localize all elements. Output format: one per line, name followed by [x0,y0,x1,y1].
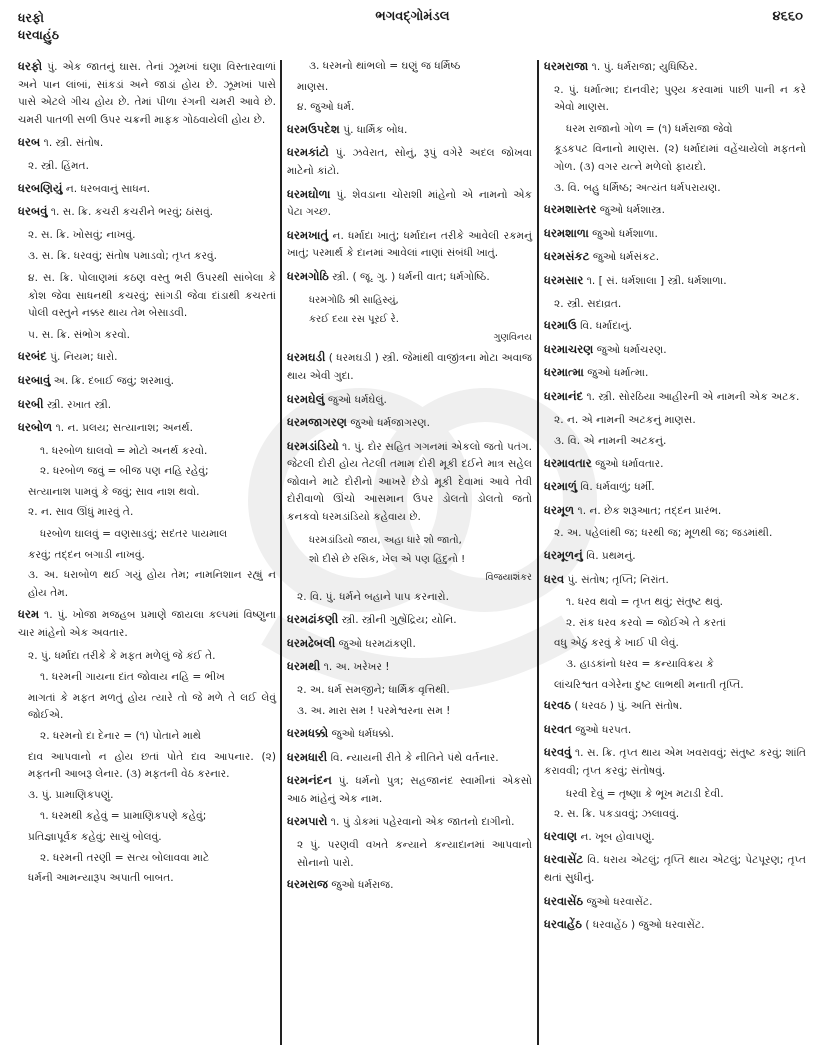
dictionary-entry [544,455,806,474]
dictionary-entry [544,571,806,590]
idiom-phrase: ૨. ધરમનો દા દેનાર = (૧) પોતાને માથે [40,730,201,742]
idiom-phrase: ૧. ધરમની ગાયના દાંત જોવાય નહિ = ભીખ [40,671,225,684]
column-divider [280,60,282,1045]
idiom-continuation: પ્રતિજ્ઞાપૂર્વક કહેવું; સાચું બોલવું. [28,830,162,843]
dictionary-entry [544,697,806,716]
dictionary-entry [18,606,276,642]
headword: ધરમસંકટ [544,249,590,264]
headword: ધરબી [18,396,44,411]
quotation-line: કરઈ દયા રસ પૂરઈ રે. [309,314,399,326]
definition: જુઓ ધર્માચરણ. [593,343,667,356]
dictionary-entry [18,180,276,199]
column-3 [544,58,806,940]
column-1 [18,58,276,891]
definition: સ્ત્રી. સ્ત્રીની ગુહ્યેંદ્રિય; યોનિ. [338,614,457,627]
dictionary-entry [544,388,806,407]
dictionary-entry [287,438,532,527]
definition: ૧. સ. ક્રિ. તૃપ્ત થાય એમ ખવરાવવું; સંતુષ્ટ કરવું; શાંતિ કરાવવી; તૃપ્ત કરવું; સંતોષવું. [544,747,806,777]
headword: ધરવઠ [544,698,571,713]
dictionary-entry [287,268,532,287]
definition: ન. ધરબવાનું સાધન. [62,182,151,195]
headword: ધરમૂળ [544,502,575,517]
idiom-continuation: માણસ. [297,80,329,93]
headword: ધરબ [18,135,41,150]
idiom-phrase: ૩. ધરમનો થાંભલો = ઘણું જ ધર્મિષ્ઠ [309,60,461,72]
headword: ધરમઉપદેશ [287,121,340,136]
idiom-continuation: દાવ આપવાનો ન હોય છતાં પોતે દાવ આપનાર. (૨) મફતની આબરૂ લેનાર. (૩) મફતની વેઠ કરનાર. [28,750,276,781]
definition: ૧. સ્ત્રી. સોરઠિયા આહીરની એ નામની એક અટક. [583,390,800,403]
definition: જુઓ ધર્મસંકટ. [589,251,660,264]
headword: ધરમઢાંકણી [287,612,339,627]
sense-definition: ૨. સ. ક્રિ. પકડાવવું; ઝલાવવું. [554,808,680,821]
definition: ( ધરવાહેંઠ ) જુઓ ધરવાસેંટ. [582,919,705,932]
definition: જુઓ ધર્મશાસ્ત્ર. [596,204,665,217]
definition: ૧. પું. ધર્મરાજા; યુધિષ્ઠિર. [588,61,698,73]
sense-definition: ૩. અ. મારા સમ ! પરમેશ્વરના સમ ! [297,705,451,718]
running-title: ભગવદ્ગોમંડલ [375,9,450,24]
definition: પું. નિયમ; ધારો. [46,351,118,364]
headword: ધરમઘોળા [287,186,331,201]
dictionary-entry [287,121,532,140]
definition: ( ધરમઘડી ) સ્ત્રી. જેમાંથી વાજીંત્રના મોટા અવાજ થાય એવી ગુદા. [287,352,532,382]
sense-definition: ૨ પું. પરણવી વખતે કન્યાને કન્યાદાનમાં આપવાનો સોનાનો પારો. [297,838,532,869]
definition: પું. ધર્મનો પુત્ર; સહજાનંદ સ્વામીનાં એકસો આઠ માંહેનું એક નામ. [287,775,532,805]
definition: પું. શેવડાના ચોરાશી માંહેનો એ નામનો એક પેટા ગચ્છ. [287,188,532,219]
headword: ધરવાસેંટ [544,852,584,867]
definition: જુઓ ધર્મરાજ. [327,879,394,892]
dictionary-entry [18,203,276,222]
definition: ૧. ન. પ્રલય; સત્યાનાશ; અનર્થ. [52,422,194,435]
guide-word-last: ધરવાહુંઠ [18,27,59,42]
headword: ધરબોળ [18,420,53,435]
sense-definition: ૪. સ. ક્રિ. પોલાણમાં કઠણ વસ્તુ ભરી ઉપરથી સાંબેલા કે કોશ જેવા સાધનથી કચરવું; સાંગડી જેવા દાંડાથી કચરતાં પોલી વસ્તુને નક્કર થાય તેમ બેસાડવી. [28,271,276,320]
headword: ધરમકાંટો [287,145,329,160]
headword: ધરમાત્મા [544,365,584,380]
definition: વિ. ધરાય એટલું; તૃપ્તિ થાય એટલું; પેટપૂરણ; તૃપ્ત થતાં સુધીનું. [544,854,806,884]
dictionary-entry [544,744,806,780]
dictionary-entry [544,364,806,383]
sense-definition: ૨. વિ. પું. ધર્મને બહાને પાપ કરનારો. [297,591,449,604]
headword: ધરમગોઠિ [287,268,329,283]
headword: ધરમસાર [544,272,584,287]
dictionary-entry [544,721,806,740]
definition: વિ. ધર્માદાનું. [576,320,633,333]
sense-definition: ૨. સ. ક્રિ. ખોસવું; નાખવું. [28,228,136,241]
definition: અ. ક્રિ. દબાઈ જવું; શરમાવું. [50,374,175,387]
headword: ધરમાચરણ [544,341,594,356]
headword: ધરમજાગરણ [287,415,348,430]
sense-definition: ૨. પું. ધર્માદા તરીકે કે મફત મળેલું જે કંઈ તે. [28,649,216,662]
dictionary-entry [544,547,806,566]
dictionary-entry [544,893,806,912]
headword: ધરબવું [18,204,48,219]
sense-definition: ૨. સ્ત્રી. સદાવ્રત. [554,297,622,310]
headword: ધરમાવતાર [544,455,592,470]
definition: ( ધરવઠ ) પું. અતિ સંતોષ. [570,700,683,713]
sense-definition: ૪. જુઓ ધર્મ. [297,101,355,114]
definition: પું. સંતોષ; તૃપ્તિ; નિરાંત. [564,573,669,586]
dictionary-entry [287,227,532,263]
sense-definition: ૨. ન. એ નામની અટકનું માણસ. [554,413,696,426]
headword: ધરવાસેંઠ [544,893,584,908]
headword: ધરમૂળનું [544,548,583,563]
dictionary-entry [287,635,532,654]
sense-definition: ૨. અ. પહેલાંથી જ; ધરથી જ; મૂળથી જ; જડમાંથી. [554,527,773,540]
sense-definition: ૩. સ. ક્રિ. ધરવવું; સંતોષ પમાડવો; તૃપ્ત કરવું. [28,250,217,263]
headword: ધરમથી [287,659,321,674]
idiom-phrase: ૧. ધરબોળ ઘાલવો = મોટો અનર્થ કરવો. [40,444,208,457]
dictionary-entry [544,341,806,360]
idiom-phrase: ધરમ રાજાનો ગોળ = (૧) ધર્મરાજા જેવો [566,122,733,135]
dictionary-entry [544,272,806,291]
page-header [0,0,825,50]
dictionary-entry [544,248,806,267]
dictionary-entry [18,58,276,129]
sense-definition: ૫. સ. ક્રિ. સંભોગ કરવો. [28,328,130,341]
headword: ધરમ [18,607,40,622]
headword: ધરમઘડી [287,350,326,365]
definition: સ્ત્રી. રખાત સ્ત્રી. [43,398,112,411]
definition: પું. એક જાતનું ઘાસ. તેનાં ઝૂમખાં ઘણા વિસ્તારવાળાં અને પાન લાંબાં, સાંકડાં અને જાડાં હોય છે. ઝૂમખાં પાસે પાસે એટલે ગીચ હોય છે. તેમાં પીળા રંગની ચમરી આવે છે. ચમરી પાતળી સળી ઉપર ચક્રની માફક ગોઠવાયેલી હોય છે. [18,61,276,126]
headword: ધરબણિયું [18,180,63,195]
sense-definition: ૨. અ. ધર્મ સમજીને; ધાર્મિક વૃત્તિથી. [297,683,450,696]
sense-definition: ૩. અ. ધરાબોળ થઈ ગયું હોય તેમ; નામનિશાન રહ્યું ન હોય તેમ. [28,569,276,599]
definition: જુઓ ધર્મશાળા. [588,227,658,240]
idiom-continuation: કૂડકપટ વિનાનો માણસ. (૨) ધર્માદામાં વહેંચાયેલો મફતનો ગોળ. (૩) વગર યત્ને મળેલો ફાયદો. [554,143,806,173]
definition: જુઓ ધરમઢાંકણી. [335,637,416,650]
headword: ધરમનંદન [287,773,332,788]
definition: જુઓ ધર્માત્મા. [583,367,649,380]
sense-definition: ૨. પું. ધર્માત્મા; દાનવીર; પુણ્ય કરવામાં પાછી પાની ન કરે એવો માણસ. [554,83,806,114]
headword: ધરમખાતું [287,227,329,242]
definition: ૧. ન. છેક શરૂઆત; તદ્દન પ્રારંભ. [574,504,722,517]
headword: ધરબાવું [18,372,51,387]
idiom-phrase: ૨. ધરમની તરણી = સત્ય બોલાવવા માટે [40,851,210,864]
idiom-continuation: વધુ એઠું કરવું કે ખાઈ પી લેવું. [554,637,679,650]
idiom-phrase: ધરવી દેવું = તૃષ્ણા કે ભૂખ મટાડી દેવી. [566,787,724,800]
definition: જુઓ ધરવાસેંટ. [583,895,653,908]
headword: ધરવવું [544,745,572,760]
headword: ધરવાહેંઠ [544,917,583,932]
dictionary-entry [287,391,532,410]
dictionary-entry [544,201,806,220]
definition: સ્ત્રી. ( જૂ. ગુ. ) ધર્મની વાત; ધર્મગોષ્ઠિ. [328,270,490,283]
idiom-continuation: ધર્મની આમન્યારૂપ અપાતી બાબત. [28,872,174,885]
definition: જુઓ ધરપત. [571,723,632,736]
dictionary-entry [287,749,532,768]
headword: ધરમાનંદ [544,388,584,403]
definition: જુઓ ધર્મઘેલું. [324,393,387,406]
idiom-phrase: ૧. ધરવ થવો = તૃપ્ત થવું; સંતુષ્ટ થવું. [566,596,724,609]
dictionary-entry [544,58,806,77]
headword: ધરમશાળા [544,225,589,240]
headword: ધરમઘેલું [287,391,325,406]
definition: વિ. ધર્મવાળું; ધર્મી. [577,481,655,494]
definition: ન. ખૂબ હોવાપણું. [577,830,655,843]
idiom-phrase: ૨. ધરબોળ જવું = બીજ પણ નહિ રહેવું; [40,465,209,478]
headword: ધરમધક્કો [287,726,329,740]
idiom-continuation: માગતાં કે મફત મળતું હોય ત્યારે તો જે મળે તે લઈ લેવું જોઈએ. [28,691,276,722]
definition: ૧. પું. ખોજા મજહબ પ્રમાણે જાયલા કલ્પમાં વિષ્ણુના ચાર માંહેનો એક અવતાર. [18,609,276,640]
idiom-continuation: લાંચરિશ્વત વગેરેના દુષ્ટ લાભથી મનાતી તૃપ્તિ. [554,678,744,691]
headword: ધરબંદ [18,349,47,364]
definition: ૧. પું. દોર સહિત ગગનમાં એકલો જતો પતંગ. જેટલી દોરી હોય તેટલી તમામ દોરી મૂકી દઈને માત્ર સહેલ જોવાને માટે દોરીનો આખરે છેડો મૂકી દેવામાં આવે તેવી દોરીવાળો ઊંચો આસમાન ઉપર ડોલતો ડોલતો જતો કનકવો ધરમડાંડિયો કહેવાય છે. [287,440,532,524]
dictionary-entry [544,478,806,497]
definition: વિ. પ્રથમનું. [582,550,636,563]
definition: ૧. સ્ત્રી. સંતોષ. [40,137,104,150]
dictionary-entry [544,828,806,847]
dictionary-entry [544,851,806,887]
dictionary-entry [287,813,532,832]
headword: ધરમાઉ [544,318,577,333]
quotation-line: ધરમડાંડિયો જાય, અહા ધારે શો જાતો, [309,534,462,546]
dictionary-entry [287,611,532,630]
headword: ધરવ [544,571,565,586]
dictionary-entry [544,502,806,521]
dictionary-entry [18,396,276,415]
sense-definition: ૩. વિ. બહુ ધર્મિષ્ઠ; અત્યંત ધર્મપરાયણ. [554,181,721,194]
dictionary-entry [18,372,276,391]
headword: ધરમઢેબલી [287,635,336,650]
definition: વિ. ન્યાયની રીતે કે નીતિને પંથે વર્તનાર. [327,751,499,764]
idiom-continuation: કરવું; તદ્દન બગાડી નાખવું. [28,548,145,561]
quotation-line: ધરમગોઠિ શ્રી સાહિસ્યું, [309,294,399,306]
definition: ન. ધર્માદા ખાતું; ધર્માદાન તરીકે આવેલી રકમનું ખાતું; પરમાર્થ કે દાનમાં આવેલાં નાણાં સંબંધી ખાતું. [287,229,532,260]
quotation-attribution: વિજયાશંકર [485,571,532,583]
definition: જુઓ ધર્મજાગરણ. [347,417,431,430]
dictionary-entry [287,144,532,180]
idiom-continuation: સત્યાનાશ પામવું કે જવું; સાવ નાશ થવો. [28,485,200,498]
headword: ધરમાળું [544,479,578,494]
headword: ધરમરાજ [287,877,328,892]
dictionary-entry [287,772,532,808]
headword: ધરવાણ [544,828,578,843]
headword: ધરમશાસ્તર [544,202,597,217]
quotation-line: શો દીસે છે રસિક, ખેલ એ પણ હિંદુનો ! [309,554,466,566]
page-number: ૪૬૬૦ [772,9,803,24]
dictionary-entry [287,876,532,895]
sense-definition: ૩. વિ. એ નામની અટકનું. [554,435,667,448]
definition: જુઓ ધર્માવતાર. [591,457,664,470]
dictionary-entry [287,414,532,433]
definition: ૧. પું ડોકમાં પહેરવાનો એક જાતનો દાગીનો. [327,816,515,829]
idiom-phrase: ૧. ધરમથી કહેવું = પ્રામાણિકપણે કહેવું; [40,810,207,823]
definition: ૧. સ. ક્રિ. કચરી કચરીને ભરવું; ઠાંસવું. [47,206,214,219]
column-2 [287,58,532,900]
idiom-phrase: ધરબોળ ઘાલવું = વણસાડવું; સદંતર પાયમાલ [40,528,228,541]
quotation-attribution: ગુણવિનય [493,331,532,343]
sense-definition: ૨. સ્ત્રી. હિંમત. [28,159,89,172]
dictionary-entry [287,186,532,222]
column-divider [537,60,539,1045]
idiom-phrase: ૨. રાંક ધરવ કરવો = જોઈએ તે કરતાં [566,616,726,629]
definition: જુઓ ધર્મધક્કો. [328,728,394,740]
headword: ધરમરાજા [544,59,589,73]
definition: ૧. અ. ખરેખર ! [320,661,390,674]
headword: ધરફો [18,59,43,73]
definition: પું. ધાર્મિક બોધ. [339,123,408,136]
headword: ધરવત [544,721,572,736]
definition: ૧. [ સં. ધર્મશાલા ] સ્ત્રી. ધર્મશાળા. [583,274,727,287]
dictionary-entry [18,134,276,153]
headword: ધરમપારો [287,814,328,829]
dictionary-entry [544,317,806,336]
dictionary-entry [18,419,276,438]
sense-definition: ૩. પું. પ્રામાણિકપણું. [28,788,114,801]
sense-definition: ૨. ન. સાવ ઊંધું મારવું તે. [28,506,134,519]
headword: ધરમધારી [287,749,328,764]
headword: ધરમડાંડિયો [287,438,339,453]
dictionary-entry [18,348,276,367]
dictionary-entry [544,225,806,244]
dictionary-entry [287,658,532,677]
definition: પું. ઝવેરાત, સોનું, રૂપું વગેરે અદલ જોખવા માટેનો કાંટો. [287,147,532,177]
idiom-phrase: ૩. હાડકાંનો ધરવ = કન્યાવિક્રય કે [566,658,714,671]
dictionary-entry [287,349,532,385]
dictionary-entry [287,725,532,744]
guide-word-first: ધરફો [18,10,45,25]
dictionary-entry [544,916,806,935]
